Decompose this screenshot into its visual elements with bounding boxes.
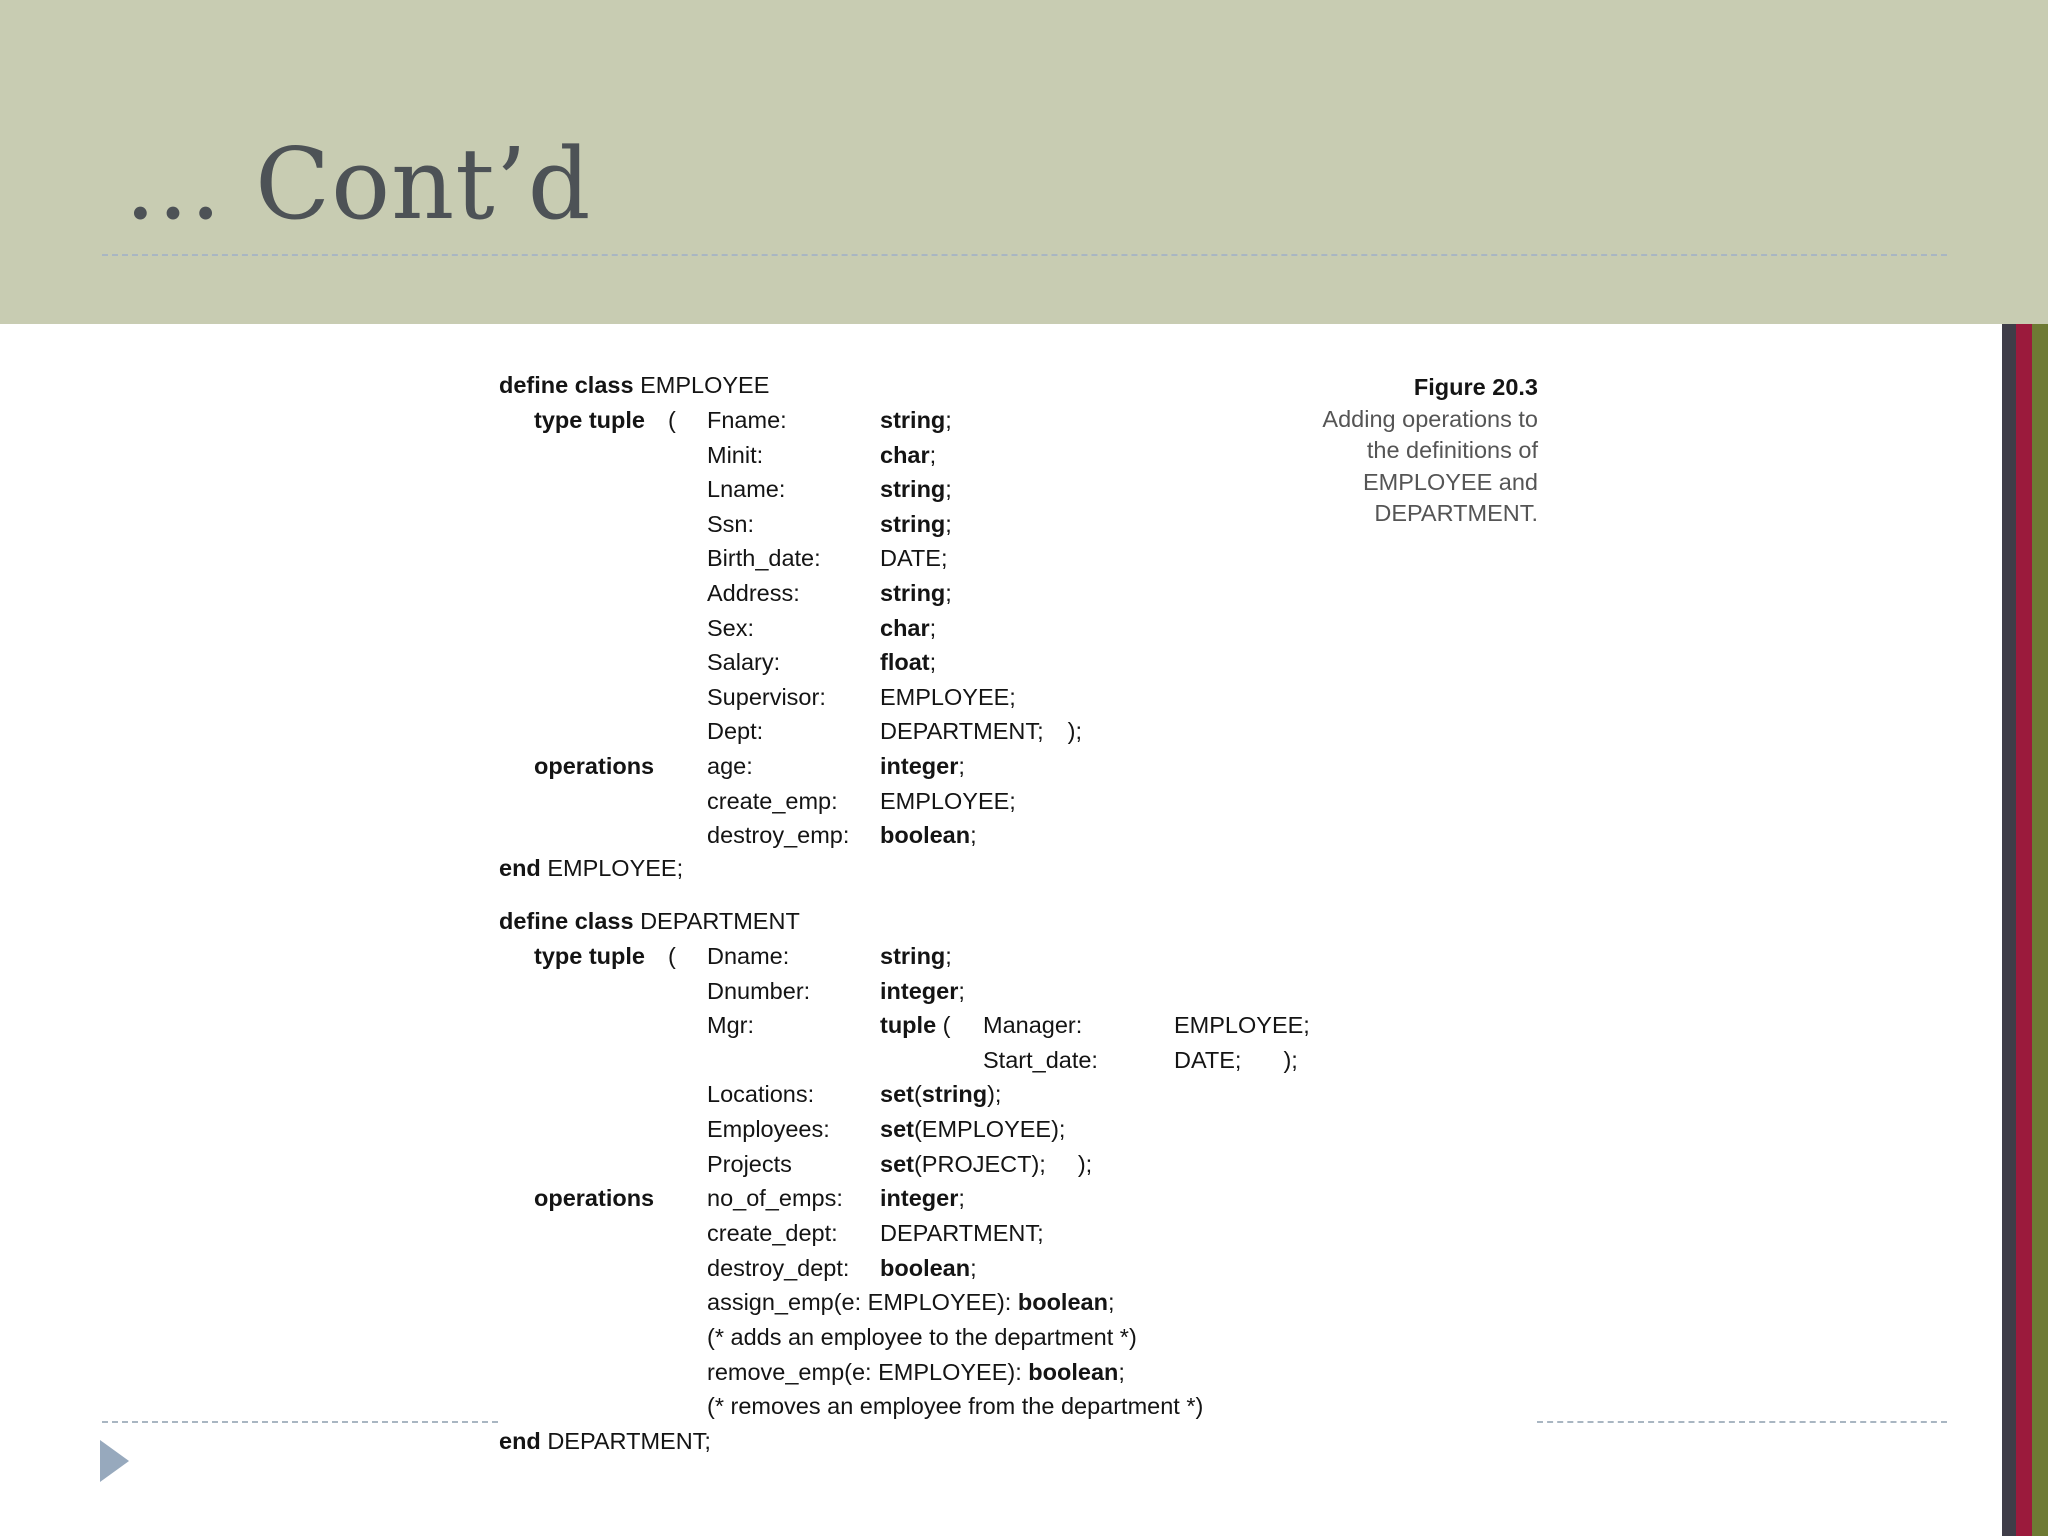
attr-employees-name: Employees: <box>707 1116 830 1142</box>
attr-dnumber-name: Dnumber: <box>707 978 811 1004</box>
attr-name: Ssn: <box>707 511 755 537</box>
attr-name: Address: <box>707 580 800 606</box>
define-keyword: define class <box>499 372 634 398</box>
attr-name: Sex: <box>707 615 755 641</box>
attr-projects-name: Projects <box>707 1151 792 1177</box>
attr-employees-type: set(EMPLOYEE); <box>880 1116 1066 1142</box>
op-create-dept-name: create_dept: <box>707 1220 838 1246</box>
caption-line: EMPLOYEE and <box>1362 468 1538 495</box>
department-operations-keyword: operations <box>534 1185 655 1211</box>
department-end-line: end DEPARTMENT; <box>499 1428 711 1454</box>
attr-name: Lname: <box>707 476 786 502</box>
op-create-dept-type: DEPARTMENT; <box>880 1220 1044 1246</box>
op-destroy-dept-type: boolean; <box>880 1255 977 1281</box>
department-paren-open: ( <box>668 943 676 969</box>
caption-line: Adding operations to <box>1322 405 1538 432</box>
attr-type: EMPLOYEE; <box>880 684 1016 710</box>
attr-type: char; <box>880 615 937 641</box>
employee-type-tuple-keyword: type tuple <box>534 407 645 433</box>
operation-name: age: <box>707 753 753 779</box>
employee-define-line <box>499 374 769 398</box>
attr-dname-type: string; <box>880 943 952 969</box>
op-assign-emp-comment: (* adds an employee to the department *) <box>707 1324 1137 1350</box>
class-name: DEPARTMENT <box>640 908 800 934</box>
attr-name: Dept: <box>707 718 764 744</box>
attr-projects-type: set(PROJECT); ); <box>880 1151 1093 1177</box>
attr-type: DATE; <box>880 545 948 571</box>
define-keyword: define class <box>499 908 634 934</box>
employee-paren-open: ( <box>668 407 676 433</box>
operation-name: create_emp: <box>707 788 838 814</box>
attr-type: DEPARTMENT; ); <box>880 718 1083 744</box>
attr-type: string; <box>880 476 952 502</box>
attr-name: Fname: <box>707 407 787 433</box>
department-type-tuple-keyword: type tuple <box>534 943 645 969</box>
op-destroy-dept-name: destroy_dept: <box>707 1255 850 1281</box>
mgr-start-name: Start_date: <box>983 1047 1098 1073</box>
attr-type: string; <box>880 511 952 537</box>
op-remove-emp: remove_emp(e: EMPLOYEE): boolean; <box>707 1359 1125 1385</box>
play-triangle-icon[interactable] <box>100 1440 129 1482</box>
slide-title: … Cont’d <box>124 128 592 242</box>
attr-type: char; <box>880 442 937 468</box>
department-define-line <box>499 910 800 934</box>
mgr-start-type: DATE; ); <box>1174 1047 1298 1073</box>
attr-mgr-name: Mgr: <box>707 1012 754 1038</box>
attr-dname-name: Dname: <box>707 943 790 969</box>
operation-type: boolean; <box>880 822 977 848</box>
figure-label: Figure 20.3 <box>1413 374 1538 400</box>
caption-line: DEPARTMENT. <box>1374 500 1538 526</box>
op-no-of-emps-name: no_of_emps: <box>707 1185 843 1211</box>
attr-type: float; <box>880 649 937 675</box>
op-no-of-emps-type: integer; <box>880 1185 965 1211</box>
attr-locations-name: Locations: <box>707 1081 815 1107</box>
figure-caption <box>1322 372 1538 530</box>
attr-locations-type: set(string); <box>880 1081 1002 1107</box>
attr-dnumber-type: integer; <box>880 978 965 1004</box>
attr-name: Minit: <box>707 442 764 468</box>
caption-line: the definitions of <box>1366 437 1538 463</box>
operation-name: destroy_emp: <box>707 822 850 848</box>
attr-type: string; <box>880 580 952 606</box>
attr-name: Supervisor: <box>707 684 826 710</box>
op-assign-emp: assign_emp(e: EMPLOYEE): boolean; <box>707 1289 1115 1315</box>
operation-type: integer; <box>880 753 965 779</box>
operation-type: EMPLOYEE; <box>880 788 1016 814</box>
class-name: EMPLOYEE <box>640 372 770 398</box>
attr-name: Birth_date: <box>707 545 821 571</box>
employee-end-line: end EMPLOYEE; <box>499 855 684 881</box>
attr-mgr-tuple: tuple ( <box>880 1012 951 1038</box>
attr-type: string; <box>880 407 952 433</box>
mgr-manager-type: EMPLOYEE; <box>1174 1012 1310 1038</box>
employee-operations-keyword: operations <box>534 753 655 779</box>
mgr-manager-name: Manager: <box>983 1012 1083 1038</box>
op-remove-emp-comment: (* removes an employee from the department *) <box>707 1393 1204 1419</box>
attr-name: Salary: <box>707 649 781 675</box>
